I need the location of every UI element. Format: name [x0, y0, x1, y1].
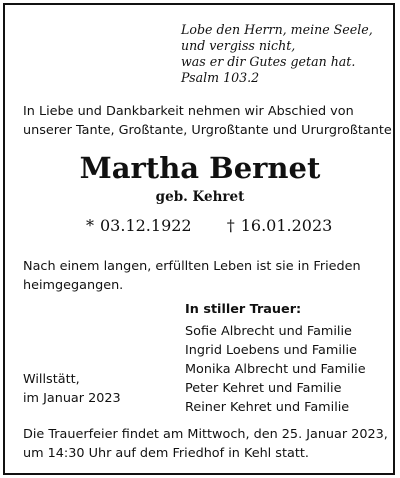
intro-line: In Liebe und Dankbarkeit nehmen wir Abschied von	[23, 104, 354, 119]
maiden-name: geb. Kehret	[155, 189, 245, 205]
bible-verse	[181, 22, 373, 86]
mourner-name: Ingrid Loebens und Familie	[185, 343, 357, 358]
verse-reference: Psalm 103.2	[181, 70, 260, 85]
death-symbol: †	[226, 216, 235, 235]
life-text	[23, 257, 361, 295]
mourner-name: Reiner Kehret und Familie	[185, 400, 350, 415]
deceased-name: Martha Bernet	[79, 151, 321, 185]
mourner-name: Monika Albrecht und Familie	[185, 362, 366, 377]
mourner-list	[185, 322, 366, 417]
life-dates	[86, 216, 332, 236]
mourner-name: Sofie Albrecht und Familie	[185, 324, 352, 339]
verse-line: was er dir Gutes getan hat.	[181, 54, 356, 69]
place-and-date	[23, 370, 121, 408]
intro-text	[23, 102, 392, 140]
place-town: Willstätt,	[23, 372, 80, 387]
mourning-heading: In stiller Trauer:	[185, 302, 302, 317]
verse-line: und vergiss nicht,	[181, 38, 296, 53]
verse-line: Lobe den Herrn, meine Seele,	[181, 22, 373, 37]
death-date: 16.01.2023	[240, 216, 333, 235]
birth-date: 03.12.1922	[100, 216, 192, 235]
life-line: heimgegangen.	[23, 278, 124, 293]
funeral-info	[23, 425, 388, 463]
funeral-line: Die Trauerfeier findet am Mittwoch, den 25. Januar 2023,	[23, 427, 388, 442]
place-date: im Januar 2023	[23, 391, 121, 406]
intro-line: unserer Tante, Großtante, Urgroßtante und Ururgroßtante	[23, 123, 392, 138]
funeral-line: um 14:30 Uhr auf dem Friedhof in Kehl statt.	[23, 446, 309, 461]
birth-symbol: *	[86, 216, 94, 235]
mourner-name: Peter Kehret und Familie	[185, 381, 342, 396]
life-line: Nach einem langen, erfüllten Leben ist sie in Frieden	[23, 259, 361, 274]
